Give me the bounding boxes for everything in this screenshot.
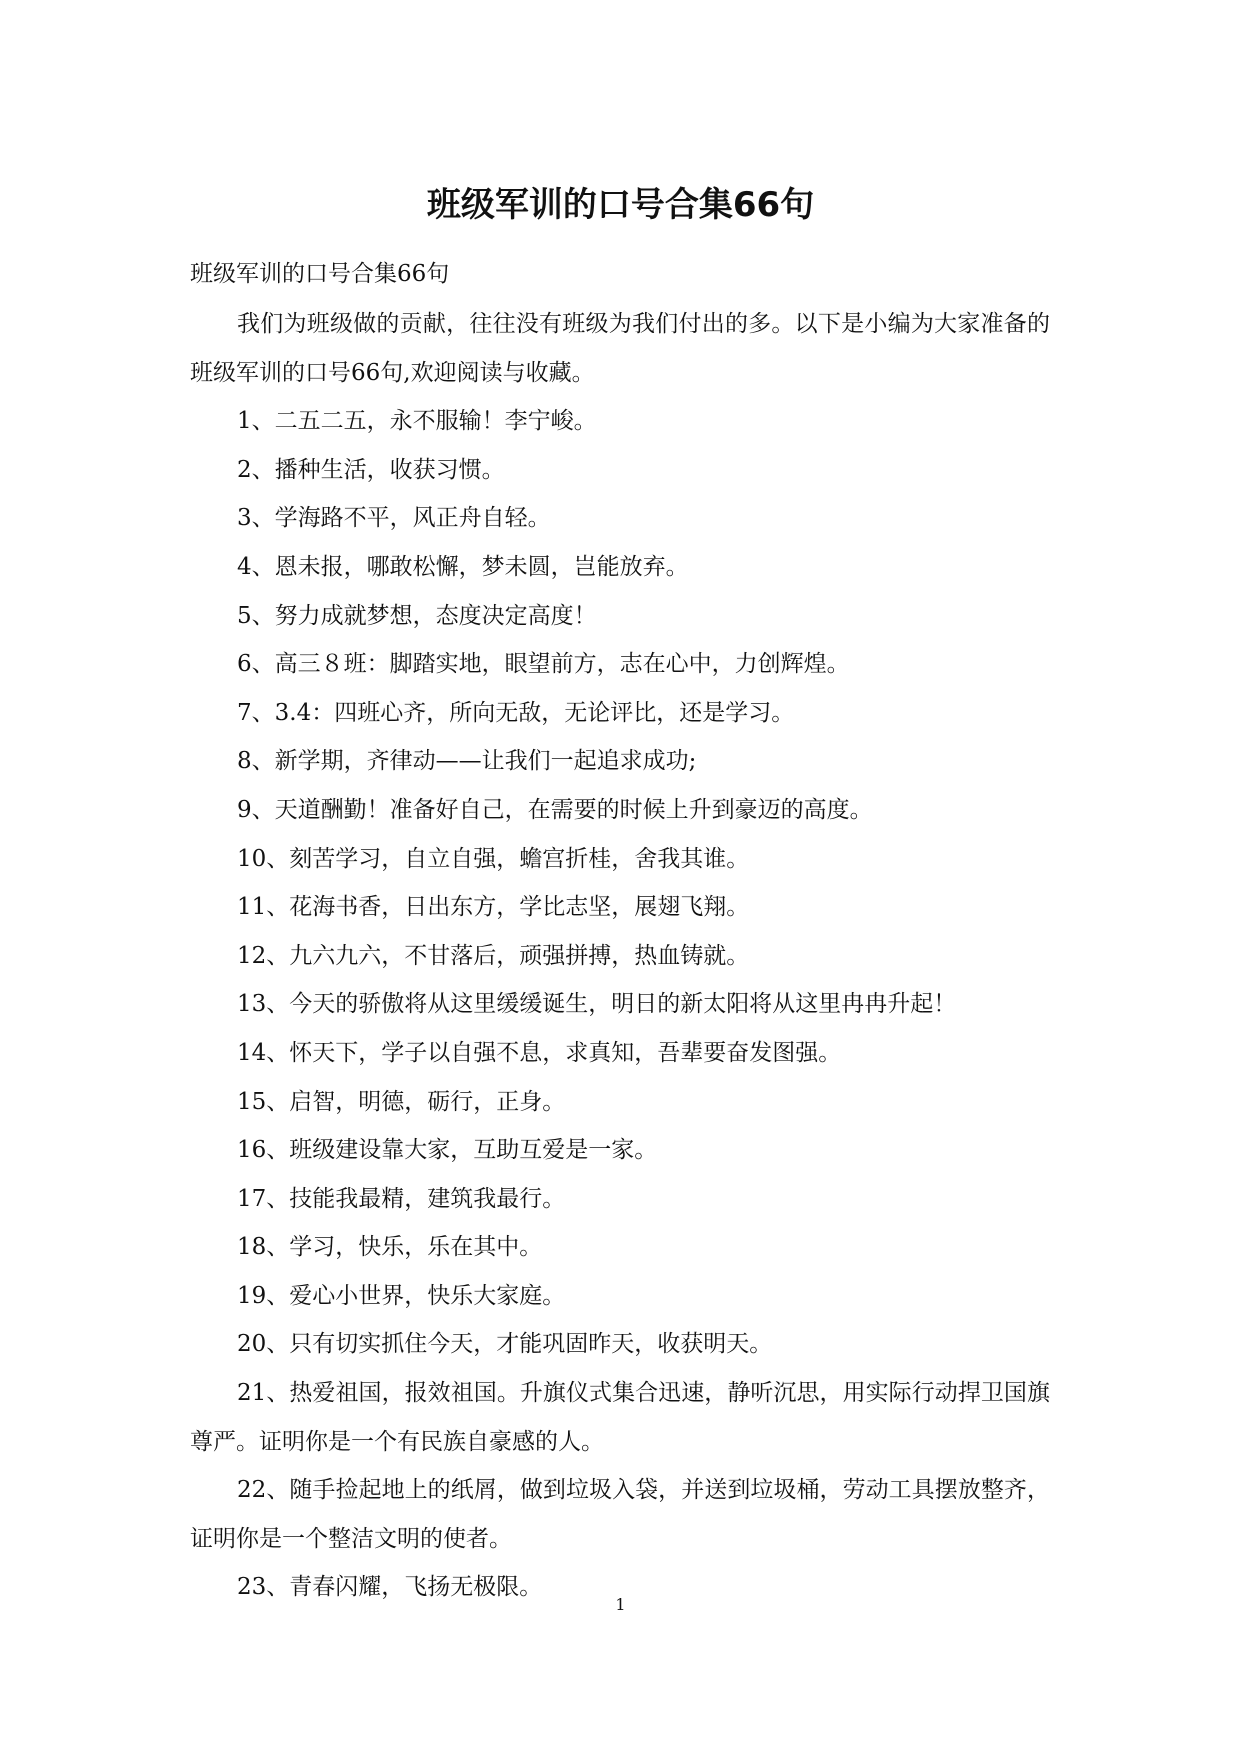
slogan-item: 17、技能我最精，建筑我最行。: [237, 1185, 566, 1212]
slogan-item: 11、花海书香，日出东方，学比志坚，展翅飞翔。: [237, 894, 750, 921]
slogan-item: 3、学海路不平，风正舟自轻。: [237, 505, 551, 532]
slogan-item: 13、今天的骄傲将从这里缓缓诞生，明日的新太阳将从这里冉冉升起！: [237, 991, 957, 1018]
slogan-item: 1、二五二五，永不服输！李宁峻。: [237, 408, 597, 435]
document-subtitle: 班级军训的口号合集66句: [190, 261, 450, 287]
document-body: [190, 252, 1050, 1612]
document-title: 班级军训的口号合集66句: [426, 185, 815, 225]
slogan-item: 19、爱心小世界，快乐大家庭。: [237, 1282, 566, 1309]
slogan-item: 20、只有切实抓住今天，才能巩固昨天，收获明天。: [237, 1331, 773, 1358]
slogan-item: 9、天道酬勤！准备好自己，在需要的时候上升到豪迈的高度。: [237, 796, 873, 823]
slogan-item: 7、3.4：四班心齐，所向无敌，无论评比，还是学习。: [237, 699, 795, 726]
slogan-item: 8、新学期，齐律动——让我们一起追求成功;: [237, 748, 697, 775]
slogan-item: 6、高三８班：脚踏实地，眼望前方，志在心中，力创辉煌。: [237, 651, 850, 678]
slogan-item: 4、恩未报，哪敢松懈，梦未圆，岂能放弃。: [237, 553, 689, 580]
slogan-item: 23、青春闪耀，飞扬无极限。: [237, 1574, 543, 1601]
slogan-item: 15、启智，明德，砺行，正身。: [237, 1088, 566, 1115]
slogan-item: 16、班级建设靠大家，互助互爱是一家。: [237, 1137, 658, 1164]
slogan-item: 18、学习，快乐，乐在其中。: [237, 1234, 543, 1261]
slogan-item: 12、九六九六，不甘落后，顽强拼搏，热血铸就。: [237, 942, 750, 969]
slogan-item: 21、热爱祖国，报效祖国。升旗仪式集合迅速，静听沉思，用实际行动捍卫国旗尊严。证明你是一个有民族自豪感的人。: [190, 1380, 1050, 1455]
slogan-item: 14、怀天下，学子以自强不息，求真知，吾辈要奋发图强。: [237, 1039, 842, 1066]
intro-paragraph: 我们为班级做的贡献，往往没有班级为我们付出的多。以下是小编为大家准备的班级军训的口号66句,欢迎阅读与收藏。: [190, 311, 1050, 386]
slogan-item: 5、努力成就梦想，态度决定高度！: [237, 602, 597, 629]
slogan-item: 22、随手捡起地上的纸屑，做到垃圾入袋，并送到垃圾桶，劳动工具摆放整齐，证明你是一个整洁文明的使者。: [190, 1477, 1050, 1552]
slogan-item: 10、刻苦学习，自立自强，蟾宫折桂，舍我其谁。: [237, 845, 750, 872]
page-number: 1: [615, 1595, 626, 1614]
slogan-item: 2、播种生活，收获习惯。: [237, 456, 505, 483]
